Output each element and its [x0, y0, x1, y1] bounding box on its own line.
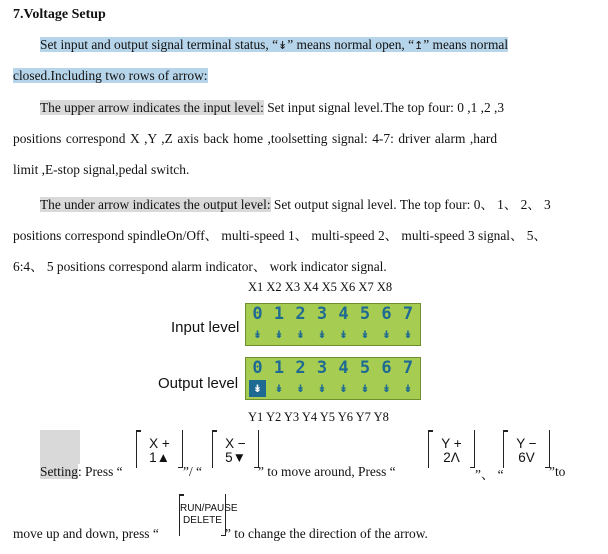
- output-arrow-5-icon[interactable]: ↡: [360, 380, 370, 396]
- input-arrow-5-icon[interactable]: ↡: [360, 326, 370, 342]
- output-level-label: Output level: [158, 375, 239, 392]
- setting-press-text: : Press “: [77, 464, 123, 479]
- output-arrow-4-icon[interactable]: ↡: [339, 380, 348, 396]
- output-arrow-3-icon[interactable]: ↡: [317, 380, 327, 396]
- para3-line2: positions correspond spindleOn/Off、 multi-speed 1、 multi-speed 2、 multi-speed 3 signal、 5、: [13, 228, 547, 243]
- setting-sep2: ”、 “: [475, 467, 504, 482]
- normal-open-arrow-icon: ↡: [278, 39, 288, 52]
- y-minus-key[interactable]: [503, 430, 550, 468]
- input-arrow-6-icon[interactable]: ↡: [382, 326, 391, 342]
- x-plus-key[interactable]: [136, 430, 183, 468]
- output-digit-3: 3: [316, 358, 328, 378]
- x-minus-key-sublabel: 5▼: [225, 450, 246, 465]
- run-pause-key-sublabel: DELETE: [183, 515, 222, 526]
- x-minus-key[interactable]: [212, 430, 259, 468]
- para3-lead: The under arrow indicates the output level:: [40, 197, 271, 212]
- y-plus-key-sublabel: 2Λ: [443, 450, 460, 465]
- input-arrow-4-icon[interactable]: ↡: [339, 326, 348, 342]
- setting-line2-b: ” to change the direction of the arrow.: [225, 526, 428, 541]
- output-digit-1: 1: [273, 358, 285, 378]
- output-level-display: [245, 357, 421, 400]
- setting-to: ”to: [549, 464, 566, 479]
- setting-line2-a: move up and down, press “: [13, 526, 159, 541]
- para2-line3: limit ,E-stop signal,pedal switch.: [13, 162, 190, 177]
- output-arrow-6-icon[interactable]: ↡: [382, 380, 391, 396]
- output-arrow-7-icon[interactable]: ↡: [403, 380, 413, 396]
- para2-line1: [40, 100, 504, 116]
- y-minus-key-label: Y −: [516, 436, 537, 451]
- x-plus-key-sublabel: 1▲: [149, 450, 170, 465]
- x-terminal-labels: X1 X2 X3 X4 X5 X6 X7 X8: [248, 280, 393, 294]
- setting-lead: [40, 464, 123, 480]
- input-digit-7: 7: [402, 304, 414, 324]
- input-digit-2: 2: [295, 304, 306, 324]
- input-digit-5: 5: [359, 304, 371, 324]
- setting-move-around: ” to move around, Press “: [258, 464, 396, 479]
- para1-text-b: ” means normal open, “: [287, 37, 415, 52]
- y-minus-key-sublabel: 6V: [518, 450, 535, 465]
- input-arrow-7-icon[interactable]: ↡: [403, 326, 413, 342]
- y-plus-key-label: Y +: [441, 436, 462, 451]
- output-digit-6: 6: [381, 358, 392, 378]
- x-minus-key-label: X −: [225, 436, 246, 451]
- y-terminal-labels: Y1 Y2 Y3 Y4 Y5 Y6 Y7 Y8: [248, 410, 389, 424]
- run-pause-key-label: RUN/PAUSE: [180, 503, 238, 514]
- output-arrow-2-icon[interactable]: ↡: [296, 380, 305, 396]
- para1-line1: [40, 37, 508, 53]
- input-arrow-2-icon[interactable]: ↡: [296, 326, 305, 342]
- input-arrow-0-icon[interactable]: ↡: [253, 326, 262, 342]
- normal-closed-arrow-icon: ↥: [414, 39, 424, 52]
- para3-line3: 6:4、 5 positions correspond alarm indicator、 work indicator signal.: [13, 259, 387, 274]
- input-arrow-3-icon[interactable]: ↡: [317, 326, 327, 342]
- output-digit-4: 4: [338, 358, 349, 378]
- para2-line2: positions correspond X ,Y ,Z axis back home ,toolsetting signal: 4-7: driver alarm ,hard: [13, 131, 498, 146]
- para1-line2-text: closed.Including two rows of arrow:: [13, 68, 208, 83]
- input-digit-3: 3: [316, 304, 328, 324]
- input-digit-4: 4: [338, 304, 349, 324]
- para3-line1-rest: Set output signal level. The top four: 0、 1、 2、 3: [270, 197, 551, 212]
- output-arrow-1-icon[interactable]: ↡: [274, 380, 284, 396]
- para1-line2: [13, 68, 208, 84]
- para1-text-a: Set input and output signal terminal status, “: [40, 37, 279, 52]
- input-digit-0: 0: [252, 304, 263, 324]
- para1-text-c: ” means normal: [423, 37, 509, 52]
- section-heading: 7.Voltage Setup: [13, 7, 106, 22]
- input-arrow-1-icon[interactable]: ↡: [274, 326, 284, 342]
- setting-lead-text: Setting: [40, 464, 78, 479]
- input-digit-1: 1: [273, 304, 285, 324]
- y-plus-key[interactable]: [428, 430, 475, 468]
- input-level-display: [245, 303, 421, 346]
- input-level-label: Input level: [171, 319, 240, 336]
- output-digit-2: 2: [295, 358, 306, 378]
- output-digit-7: 7: [402, 358, 414, 378]
- setting-highlight-block: [40, 430, 80, 464]
- output-digit-0: 0: [252, 358, 263, 378]
- run-pause-key[interactable]: [179, 494, 238, 536]
- output-digit-5: 5: [359, 358, 371, 378]
- para3-line1: [40, 194, 551, 213]
- setting-sep1: ”/ “: [183, 464, 202, 479]
- para2-line1-rest: Set input signal level.The top four: 0 ,1 ,2 ,3: [263, 100, 505, 115]
- x-plus-key-label: X +: [149, 436, 170, 451]
- para2-lead: The upper arrow indicates the input level:: [40, 100, 264, 115]
- output-arrow-0-icon[interactable]: ↡: [249, 380, 266, 397]
- input-digit-6: 6: [381, 304, 392, 324]
